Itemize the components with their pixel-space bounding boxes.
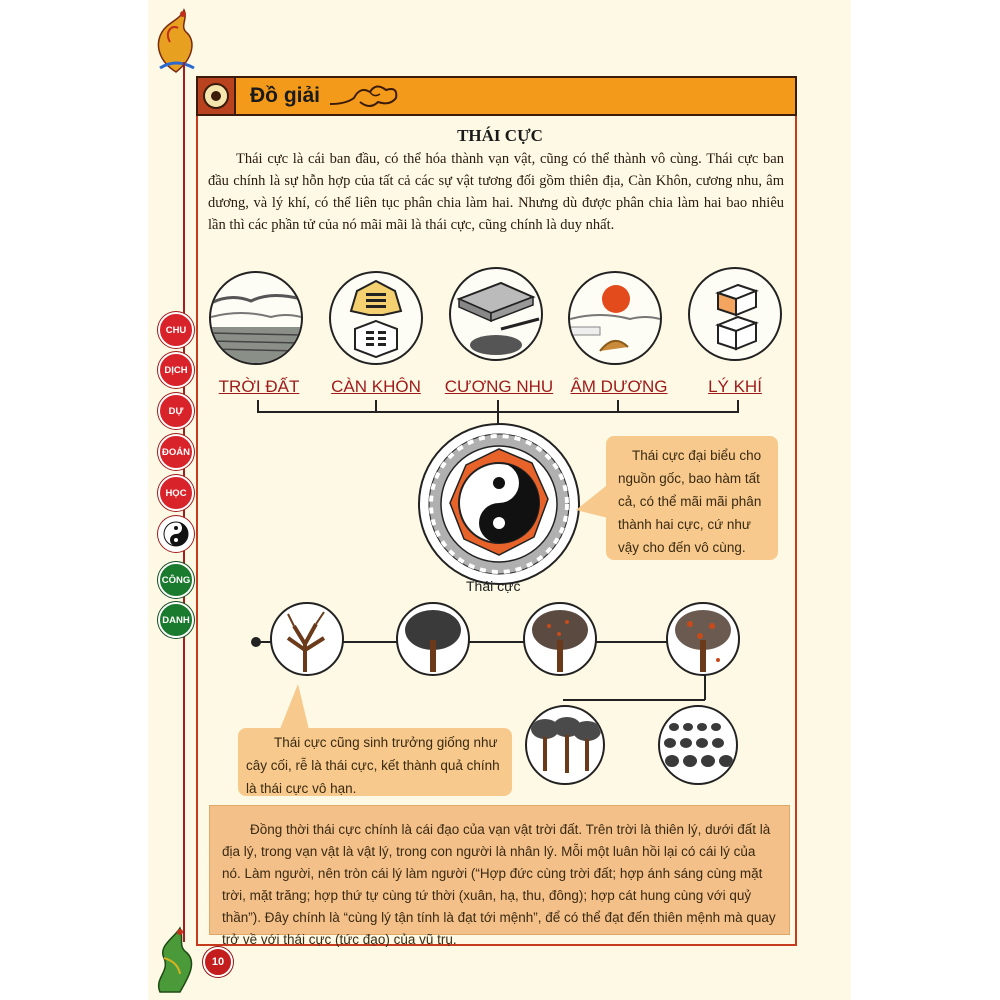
page-number: 10 <box>203 947 233 977</box>
header-title: Đồ giải <box>250 84 321 107</box>
tai-chi-label: Thái cực <box>466 578 521 594</box>
concept-label-can-khon: CÀN KHÔN <box>331 377 421 396</box>
concept-label-cuong-nhu: CƯƠNG NHU <box>444 377 554 396</box>
side-nav-chu[interactable]: CHU <box>158 312 194 348</box>
callout-left: Thái cực cũng sinh trưởng giống như cây cối, rễ là thái cực, kết thành quả chính là thái cực vô hạn. <box>238 728 512 796</box>
tree-stage-4 <box>666 602 740 676</box>
tree-stage-5-grove <box>525 705 605 785</box>
bottom-text-box: Đồng thời thái cực chính là cái đạo của vạn vật trời đất. Trên trời là thiên lý, dưới đất là địa lý, trong vạn vật là vật lý, trong con người là nhân lý. Mỗi một luân hồi lại có cái lý của nó. Làm người, nên tròn cái lý làm người (“Hợp đức cùng trời đất; hợp ánh sáng cùng mặt trời, mặt trăng; hợp thứ tự cùng tứ thời (xuân, hạ, thu, đông); hợp cát hung cùng với quỷ thần”). Đây chính là “cùng lý tận tính là đạt tới mệnh”, để có thể đạt đến thiên mệnh mà quay trở về với thái cực (tức đạo) của vũ trụ. <box>209 805 790 935</box>
concept-label-ly-khi: LÝ KHÍ <box>708 377 762 396</box>
tree-stage-3 <box>523 602 597 676</box>
side-nav-cong[interactable]: CÔNG <box>158 562 194 598</box>
concept-label-am-duong: ÂM DƯƠNG <box>570 377 668 396</box>
tree-stage-2 <box>396 602 470 676</box>
side-nav-du[interactable]: DỰ <box>158 393 194 429</box>
intro-paragraph: Thái cực là cái ban đầu, có thể hóa thành vạn vật, cũng có thể thành vô cùng. Thái cực ban đầu chính là sự hỗn hợp của tất cả các sự vật tương đối gồm thiên địa, Càn Khôn, cương nhu, âm dương, và lý khí, có thể liên tục phân chia làm hai. Nhưng dù được phân chia làm hai bao nhiêu lần thì các phần tử của nó mãi mãi là thái cực, cũng chính là duy nhất. <box>208 151 784 233</box>
tree-stage-6-forest <box>658 705 738 785</box>
callout-right: Thái cực đại biểu cho nguồn gốc, bao hàm tất cả, có thể mãi mãi phân thành hai cực, cứ như vậy cho đến vô cùng. <box>606 436 778 560</box>
side-nav-hoc[interactable]: HỌC <box>158 475 194 511</box>
section-title: THÁI CỰC <box>457 126 543 145</box>
side-nav-doan[interactable]: ĐOÁN <box>158 434 194 470</box>
tree-stage-1 <box>270 602 344 676</box>
side-nav-danh[interactable]: DANH <box>158 602 194 638</box>
side-nav-dich[interactable]: DỊCH <box>158 352 194 388</box>
concept-label-troi-dat: TRỜI ĐẤT <box>218 377 300 396</box>
callout-pointer-left <box>274 684 314 734</box>
